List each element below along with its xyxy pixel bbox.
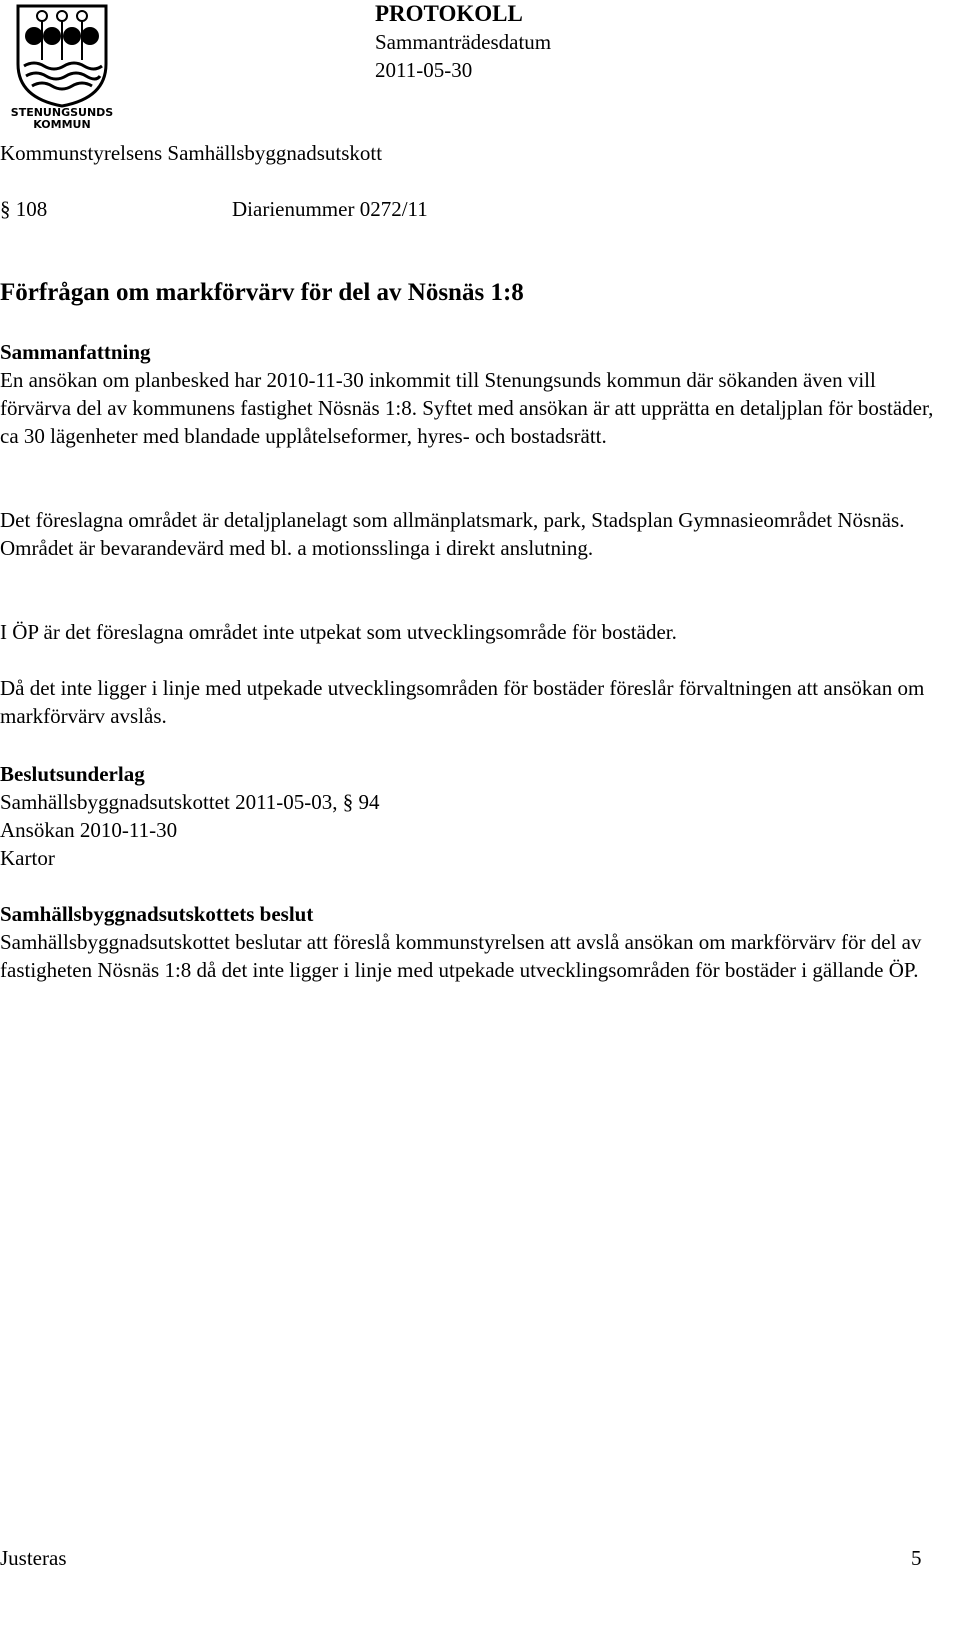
basis-item-1: Samhällsbyggnadsutskottet 2011-05-03, § 94 bbox=[0, 790, 380, 814]
basis-item-3: Kartor bbox=[0, 846, 55, 870]
summary-heading: Sammanfattning bbox=[0, 340, 151, 364]
footer-justeras: Justeras bbox=[0, 1546, 67, 1570]
diarie-number: Diarienummer 0272/11 bbox=[232, 197, 428, 221]
paragraph-number bbox=[0, 196, 47, 222]
municipality-logo bbox=[4, 2, 120, 130]
decision-heading: Samhällsbyggnadsutskottets beslut bbox=[0, 902, 314, 926]
date-label: Sammanträdesdatum bbox=[375, 30, 552, 54]
summary-paragraph-1: En ansökan om planbesked har 2010-11-30 inkommit till Stenungsunds kommun där sökanden även vill förvärva del av kommunens fastighet Nösnäs 1:8. Syftet med ansökan är att upprätta en detaljplan för bostäder, ca 30 lägenheter med blandade upplåtelseformer, hyres- och bostadsrätt. bbox=[0, 368, 934, 448]
summary-paragraph-3-block bbox=[0, 618, 935, 646]
paragraph-number-value: 108 bbox=[15, 197, 48, 221]
summary-paragraph-2: Det föreslagna området är detaljplanelagt som allmänplatsmark, park, Stadsplan Gymnasieområdet Nösnäs. Området är bevarandevärd med bl. a motionsslinga i direkt anslutning. bbox=[0, 508, 905, 560]
footer-page-number: 5 bbox=[911, 1546, 922, 1570]
summary-paragraph-3: I ÖP är det föreslagna området inte utpekat som utvecklingsområde för bostäder. bbox=[0, 620, 677, 644]
logo-text-line1: STENUNGSUNDS bbox=[10, 106, 114, 119]
basis-section bbox=[0, 760, 935, 872]
summary-section bbox=[0, 338, 935, 450]
logo-text-line2: KOMMUN bbox=[33, 118, 91, 130]
committee-name: Kommunstyrelsens Samhällsbyggnadsutskott bbox=[0, 141, 383, 165]
paragraph-symbol: § bbox=[0, 197, 11, 221]
date-value: 2011-05-30 bbox=[375, 58, 473, 82]
summary-paragraph-4: Då det inte ligger i linje med utpekade utvecklingsområden för bostäder föreslår förvaltningen att ansökan om markförvärv avslås. bbox=[0, 676, 925, 728]
summary-paragraph-2-block bbox=[0, 506, 935, 562]
coat-of-arms-icon bbox=[4, 2, 120, 130]
page-title: Förfrågan om markförvärv för del av Nösnäs 1:8 bbox=[0, 279, 524, 306]
decision-text: Samhällsbyggnadsutskottet beslutar att föreslå kommunstyrelsen att avslå ansökan om markförvärv för del av fastigheten Nösnäs 1:8 då det inte ligger i linje med utpekade utvecklingsområden för bostäder i gällande ÖP. bbox=[0, 930, 922, 982]
decision-section bbox=[0, 900, 935, 984]
summary-paragraph-4-block bbox=[0, 674, 935, 730]
basis-item-2: Ansökan 2010-11-30 bbox=[0, 818, 178, 842]
doc-type: PROTOKOLL bbox=[375, 1, 523, 26]
basis-heading: Beslutsunderlag bbox=[0, 762, 145, 786]
